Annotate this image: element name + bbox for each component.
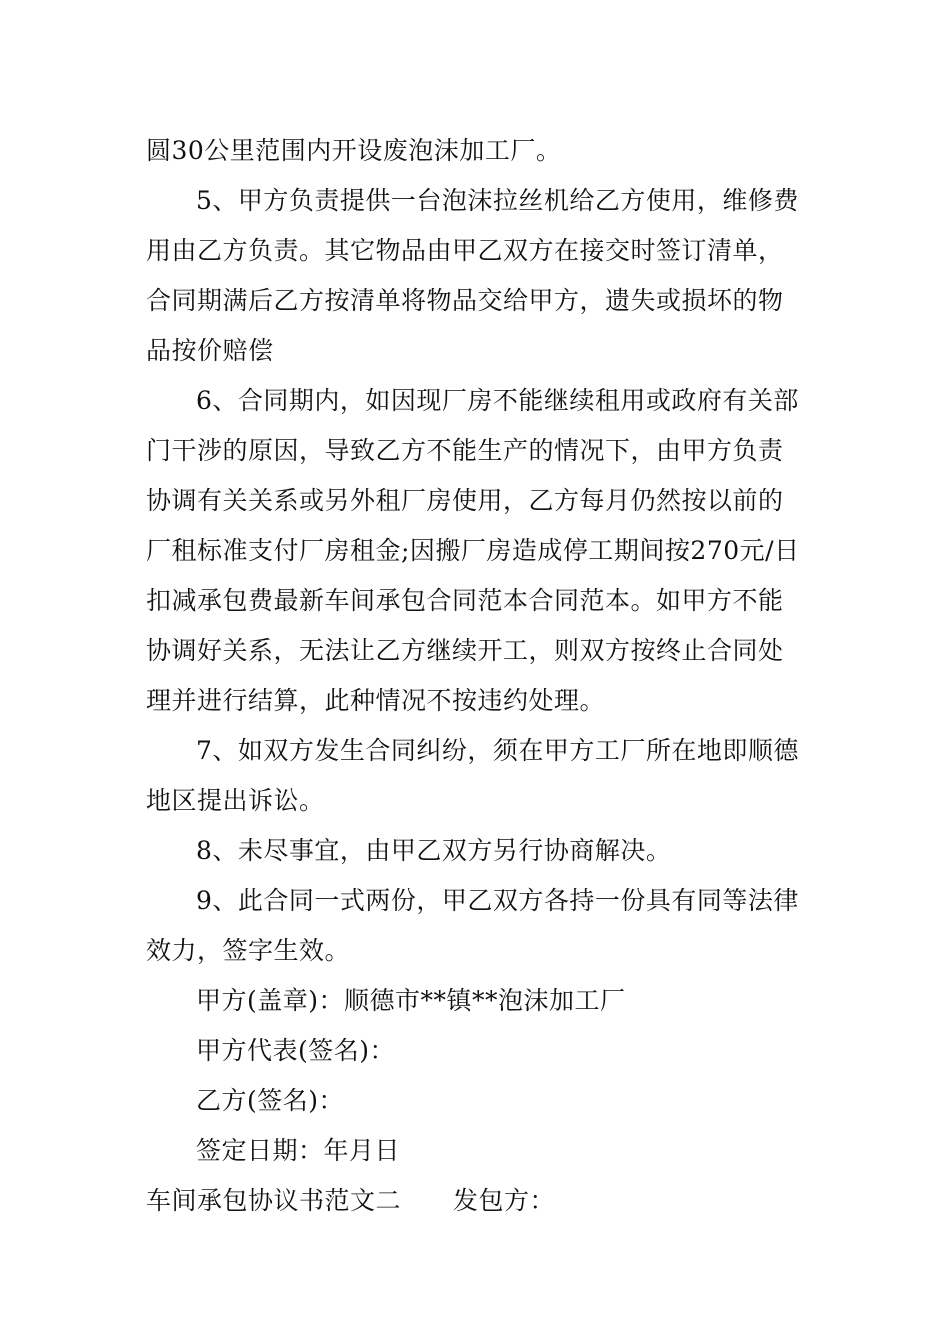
body-line: 用由乙方负责。其它物品由甲乙双方在接交时签订清单，	[146, 236, 784, 265]
clause-5-line: 5、甲方负责提供一台泡沫拉丝机给乙方使用，维修费	[196, 186, 799, 215]
clause-8-line: 8、未尽事宜，由甲乙双方另行协商解决。	[196, 836, 672, 865]
body-line: 圆30公里范围内开设废泡沫加工厂。	[146, 136, 562, 165]
party-a-representative: 甲方代表(签名)：	[196, 1036, 396, 1065]
body-line: 扣减承包费最新车间承包合同范本合同范本。如甲方不能	[146, 586, 784, 615]
clause-6-line: 6、合同期内，如因现厂房不能继续租用或政府有关部	[196, 386, 799, 415]
section-title: 车间承包协议书范文二	[146, 1186, 402, 1215]
body-line: 厂租标准支付厂房租金;因搬厂房造成停工期间按270元/日	[146, 536, 800, 565]
body-line: 效力，签字生效。	[146, 936, 351, 965]
body-line: 品按价赔偿	[146, 336, 274, 365]
clause-9-line: 9、此合同一式两份，甲乙双方各持一份具有同等法律	[196, 886, 799, 915]
body-line: 协调好关系，无法让乙方继续开工，则双方按终止合同处	[146, 636, 784, 665]
body-line: 地区提出诉讼。	[146, 786, 325, 815]
clause-7-line: 7、如双方发生合同纠纷，须在甲方工厂所在地即顺德	[196, 736, 799, 765]
contractor-label: 发包方：	[453, 1186, 556, 1215]
sign-date: 签定日期：年月日	[196, 1136, 401, 1165]
body-line: 合同期满后乙方按清单将物品交给甲方，遗失或损坏的物	[146, 286, 784, 315]
party-b-signature: 乙方(签名)：	[196, 1086, 345, 1115]
next-section-heading	[146, 1176, 810, 1226]
party-a-seal: 甲方(盖章)：顺德市**镇**泡沫加工厂	[196, 986, 626, 1015]
body-line: 理并进行结算，此种情况不按违约处理。	[146, 686, 606, 715]
document-page	[146, 126, 810, 1226]
body-line: 门干涉的原因，导致乙方不能生产的情况下，由甲方负责	[146, 436, 784, 465]
body-line: 协调有关关系或另外租厂房使用，乙方每月仍然按以前的	[146, 486, 784, 515]
